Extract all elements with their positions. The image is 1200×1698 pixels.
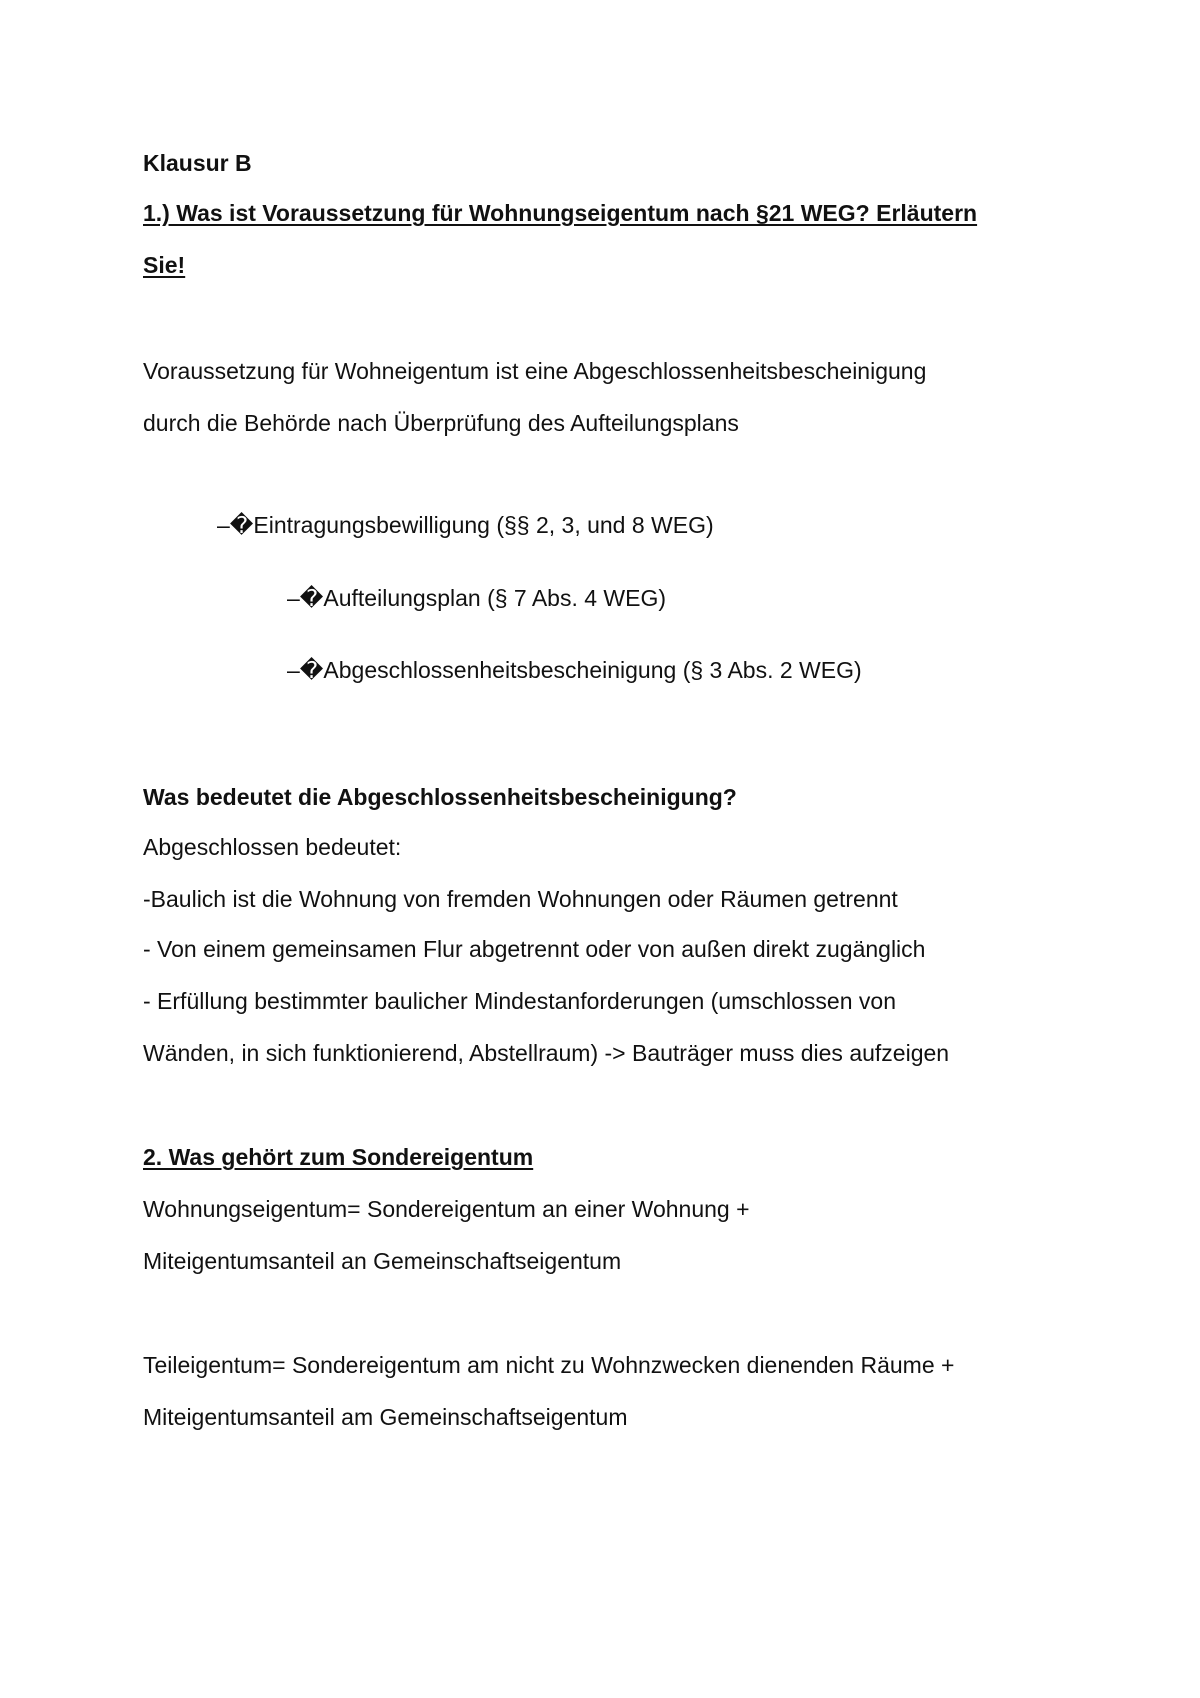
- bullet-text: Eintragungsbewilligung (§§ 2, 3, und 8 WEG): [253, 512, 714, 538]
- question-2-heading: 2. Was gehört zum Sondereigentum: [143, 1144, 534, 1170]
- answer-1b-line: -Baulich ist die Wohnung von fremden Wohnungen oder Räumen getrennt: [143, 886, 898, 912]
- question-1-heading-line-1: 1.) Was ist Voraussetzung für Wohnungseigentum nach §21 WEG? Erläutern: [143, 200, 978, 226]
- answer-1b-line: Wänden, in sich funktionierend, Abstellraum) -> Bauträger muss dies aufzeigen: [143, 1040, 950, 1066]
- bullet-dash-icon: –�: [217, 512, 254, 538]
- bullet-text: Aufteilungsplan (§ 7 Abs. 4 WEG): [323, 585, 667, 611]
- bullet-dash-icon: –�: [287, 657, 324, 683]
- bullet-item-eintragungsbewilligung: [217, 510, 714, 540]
- bullet-dash-icon: –�: [287, 585, 324, 611]
- answer-1b-line: - Erfüllung bestimmter baulicher Mindestanforderungen (umschlossen von: [143, 988, 896, 1014]
- bullet-item-abgeschlossenheitsbescheinigung: [287, 655, 862, 685]
- answer-1-line-1: Voraussetzung für Wohneigentum ist eine Abgeschlossenheitsbescheinigung: [143, 358, 927, 384]
- answer-2-line: Teileigentum= Sondereigentum am nicht zu Wohnzwecken dienenden Räume +: [143, 1352, 955, 1378]
- question-1b-heading: Was bedeutet die Abgeschlossenheitsbescheinigung?: [143, 784, 737, 810]
- answer-1-line-2: durch die Behörde nach Überprüfung des Aufteilungsplans: [143, 410, 739, 436]
- answer-1b-line: - Von einem gemeinsamen Flur abgetrennt oder von außen direkt zugänglich: [143, 936, 926, 962]
- answer-1b-line: Abgeschlossen bedeutet:: [143, 834, 402, 860]
- bullet-text: Abgeschlossenheitsbescheinigung (§ 3 Abs. 2 WEG): [323, 657, 862, 683]
- answer-2-line: Miteigentumsanteil am Gemeinschaftseigentum: [143, 1404, 628, 1430]
- answer-2-line: Wohnungseigentum= Sondereigentum an einer Wohnung +: [143, 1196, 750, 1222]
- bullet-item-aufteilungsplan: [287, 583, 666, 613]
- question-1-heading-line-2: Sie!: [143, 252, 186, 278]
- answer-2-line: Miteigentumsanteil an Gemeinschaftseigentum: [143, 1248, 622, 1274]
- document-title: Klausur B: [143, 150, 252, 176]
